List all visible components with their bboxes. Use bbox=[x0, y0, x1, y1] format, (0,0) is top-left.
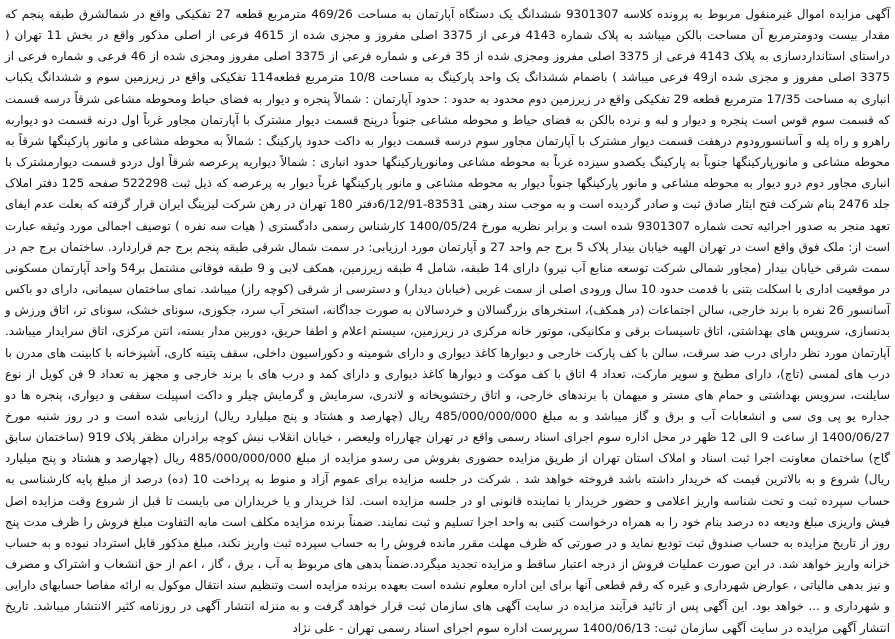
notice-body: آگهی مزایده اموال غیرمنقول مربوط به پرونده کلاسه 9301307 ششدانگ یک دستگاه آپارتمان به مساحت 469/26 مترمربع قطعه 27 تفکیکی واقع در شمالشرق طبقه پنجم که مقدار بیست ودومترمربع آن مساحت بالکن میباشد به پلاک شماره 4143 فرعی از 3375 اصلی مفروز و مجزی شده از 4615 فرعی از اصلی مذکور واقع در بخش 11 تهران ( دراستای استانداردسازی به پلاک 4143 فرعی از 3375 اصلی مفروز ومجزی شده از 35 فرعی و شماره فرعی از 3375 اصلی مفروز ومجزی شده از 46 فرعی و شماره فرعی از 3375 اصلی مفروز و مجزی شده از49 فرعی میباشد ) باضمام ششدانگ یک واحد پارکینگ به مساحت 10/8 مترمربع قطعه114 تفکیکی واقع در زیرزمین سوم و ششدانگ یکباب انباری به مساحت 17/35 مترمربع قطعه 29 تفکیکی واقع در زیرزمین دوم محدود به حدود : حدود آپارتمان : شمالاً پنجره و دیوار به فضای حیاط ومحوطه مشاعی شرقاً درسه قسمت که قسمت سوم قوس است پنجره و دیوار و لبه و نرده بالکن به فضای حیاط و محوطه مشاعی جنوباً درپنج قسمت دیوار مشترک با آپارتمان مجاور غرباً اول درنه قسمت دو دیواربه راهرو و راه پله و آسانسورودوم درهفت قسمت دیوار مشترک با آپارتمان مجاور سوم درسه قسمت دیوار به داکت حدود پارکینگ : شمالاً به محوطه مشاعی و مانور پارکینگها شرقاً به محوطه مشاعی و مانورپارکینگها جنوباً به پارکینگ یکصدو سیزده غرباً به محوطه مشاعی ومانورپارکینگها حدود انباری : شمالاً دیواریه پرعرصه شرقاً اول دردو قسمت دیوارمشترک با انباری مجاور دوم درو دیوار به محوطه مشاعی و مانور پارکینگها جنوباً دیوار به محوطه مشاعی و مانور پارکینگها غرباً دیوار به پرعرصه که ذیل ثبت 522298 صفحه 125 دفتر املاک جلد 2476 بنام شرکت فتح ایثار صادق ثبت و صادر گردیده است و به موجب سند رهنی 83531-6/12/91دفتر 180 تهران در رهن شرکت لیزینگ ایران قرار گرفته که بعلت عدم ایفای تعهد منجر به صدور اجرائیه تحت شماره 9301307 شده است و برابر نظریه مورخ 1400/05/24 کارشناس رسمی دادگستری ( هیات سه نفره ) توصیف اجمالی مورد وثیقه عبارت است از: ملک فوق واقع است در تهران الهیه خیابان بیدار پلاک 5 برج جم واحد 27 و آپارتمان مورد ارزیابی: در سمت شمال شرقی طبقه پنجم برج جم قراردارد. ساختمان برج جم در سمت شرقی خیابان بیدار (مجاور شمالی شرکت توسعه منابع آب نیرو) دارای 14 طبقه، شامل 4 طبقه زیرزمین، همکف لابی و 9 طبقه فوقانی مشتمل بر54 واحد آپارتمان مسکونی در موقعیت اداری با اسکلت بتنی با قدمت حدود 10 سال ورودی اصلی از سمت غربی (خیابان دیدار) و دسترسی از شرقی (کوچه راز) میباشد. نمای ساختمان سیمانی، دارای دو باکس آسانسور 26 نفره با برند خارجی، سالن اجتماعات (در همکف)، استخرهای بزرگسالان و خردسالان به صورت جداگانه، استخر آب سرد، جکوزی، سونای خشک، سونای تر، اتاق ورزش و بدنسازی، سرویس های بهداشتی، اتاق تاسیسات برقی و مکانیکی، موتور خانه مرکزی در زیرزمین، سیستم اعلام و اطفا حریق، دوربین مدار بسته، انتن مرکزی، اتاق سرایدار میباشد. آپارتمان مورد نظر دارای درب ضد سرقت، سالن با کف پارکت خارجی و دیوارها کاغذ دیواری و دارای شومینه و دکوراسیون داخلی، سقف پتینه کاری، آشپزخانه با کابینت های مدرن با درب های لمسی (تاچ)، دارای مطبخ و سوپر مارکت، تعداد 4 اتاق با کف موکت و دیوارها کاغذ دیواری و دارای کمد و درب های با برند خارجی و مجهز به تعداد 9 فن کویل از نوع سایلنت، سرویس بهداشتی و حمام های مستر و میهمان با برندهای خارجی، و اتاق رختشویخانه و لاندری، سرمایش و گرمایش چیلر و داکت اسپیلت سقفی و دیواری، پنجره ها دو جداره یو پی وی سی و انشعابات آب و برق و گاز میباشد و به مبلغ 485/000/000/000 ریال (چهارصد و هشتاد و پنج میلیارد ریال) ارزیابی شده است و در روز شنبه مورخ 1400/06/27 از ساعت 9 الی 12 ظهر در محل اداره سوم اجرای اسناد رسمی واقع در تهران چهارراه ولیعصر ، خیابان انقلاب نبش کوچه برادران مظفر پلاک 919 (ساختمان سابق گاج) ساختمان معاونت اجرا ثبت اسناد و املاک استان تهران از طریق مزایده حضوری بفروش می رسدو مزایده از مبلغ 485/000/000/000 ریال (چهارصد و هشتاد و پنج میلیارد ریال) شروع و به بالاترین قیمت که خریدار داشته باشد فروخته خواهد شد . شرکت در جلسه مزایده برای عموم آزاد و منوط به پرداخت 10 (ده) درصد از مبلغ پایه کارشناسی به حساب سپرده ثبت و تحت شناسه واریز اعلامی و حضور خریدار یا نماینده قانونی او در جلسه مزایده است. لذا خریدار و یا خریداران می بایست تا قبل از شروع وقت مزایده اصل فیش واریزی مبلغ ودیعه ده درصد بنام خود را به همراه درخواست کتبی به واحد اجرا تسلیم و ثبت نمایند. ضمناً برنده مزایده مکلف است مابه التفاوت مبلغ فروش را ظرف مدت پنج روز از تاریخ مزایده به حساب صندوق ثبت تودیع نماید و در صورتی که ظرف مهلت مقرر مانده فروش را به حساب سپرده ثبت واریز نکند، مبلغ مذکور قابل استرداد نبوده و به حساب خزانه واریز خواهد شد. در این صورت عملیات فروش از درجه اعتبار ساقط و مزایده تجدید میگردد.ضمناً بدهی های مربوط به آب ، برق ، گاز ، اعم از حق انشعاب و اشتراک و مصرف و نیز بدهی مالیاتی ، عوارض شهرداری و غیره که رقم قطعی آنها برای این اداره معلوم نشده است بعهده برنده مزایده است وتنظیم سند انتقال موکول به ارائه مفاصا حسابهای دارایی و شهرداری و ... خواهد بود. این آگهی پس از تائید فرآیند مزایده در سایت آگهی های سازمان ثبت قرار خواهد گرفت و به منزله انتشار آگهی در روزنامه کثیر الانتشار میباشد. تاریخ انتشار آگهی مزایده در سایت آگهی سازمان ثبت: 1400/06/13 سرپرست اداره سوم اجرای اسناد رسمی تهران - علی نژاد bbox=[4, 7, 891, 635]
